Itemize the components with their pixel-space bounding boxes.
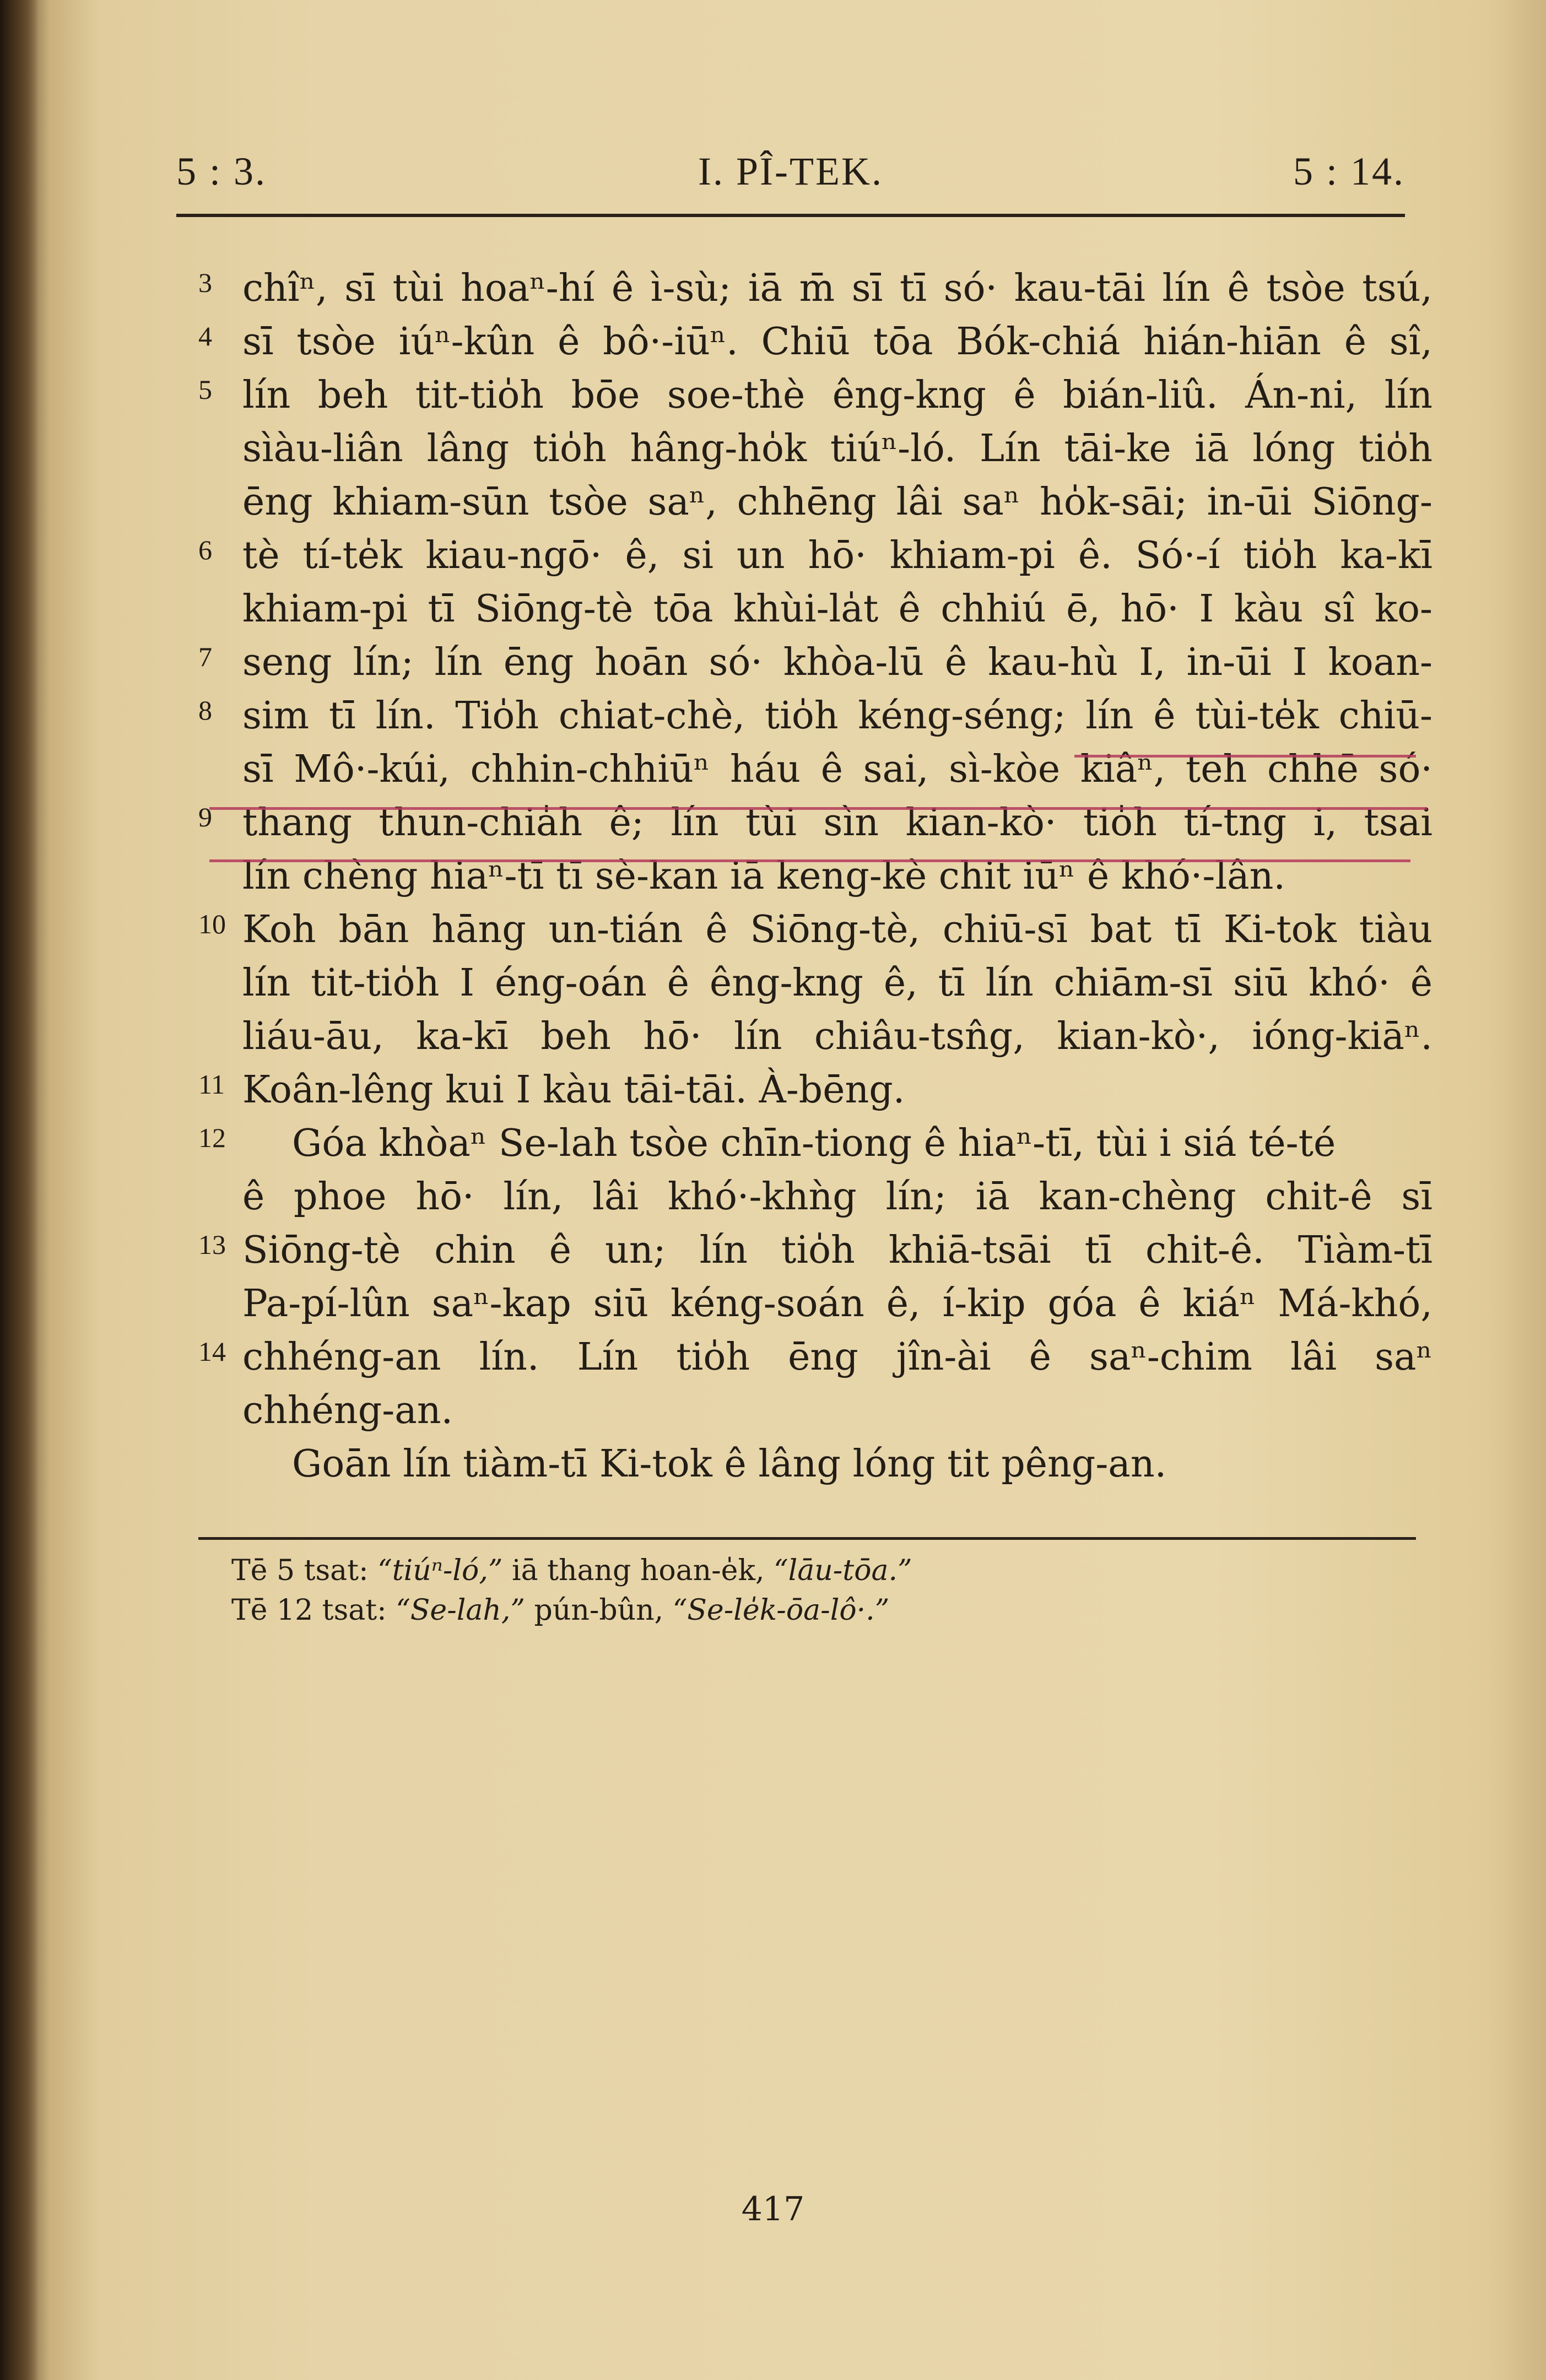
line-text: Góa khòaⁿ Se-lah tsòe chīn-tiong ê hiaⁿ-tī, tùi i siá té-té: [292, 1122, 1336, 1165]
verse-number: 9: [198, 802, 212, 832]
verse-number: 12: [198, 1122, 226, 1153]
running-head: [176, 149, 1405, 209]
verse-number: 3: [198, 267, 212, 298]
text-line: [198, 422, 1433, 475]
line-text: lín tit-tio̍h I éng-oán ê êng-kng ê, tī lín chiām-sī siū khó· ê: [242, 961, 1433, 1005]
text-line: [198, 1010, 1433, 1063]
line-text: Siōng-tè chin ê un; lín tio̍h khiā-tsāi tī chit-ê. Tiàm-tī: [242, 1229, 1433, 1272]
text-line: [198, 262, 1433, 315]
text-line: [198, 582, 1433, 636]
text-line: [198, 529, 1433, 582]
footnote: [231, 1551, 1388, 1591]
line-text: chhéng-an lín. Lín tio̍h ēng jîn-ài ê saⁿ-chim lâi saⁿ: [242, 1335, 1433, 1379]
text-line: [198, 743, 1433, 796]
text-line: [198, 475, 1433, 529]
verse-number: 13: [198, 1229, 226, 1260]
footnote-middle: iā thang hoan-e̍k,: [502, 1554, 774, 1587]
line-text: ê phoe hō· lín, lâi khó·-khǹg lín; iā kan-chèng chit-ê sī: [242, 1175, 1433, 1219]
line-text: lín chèng hiaⁿ-tī tī sè-kan iā keng-kè chit iūⁿ ê khó·-lân.: [242, 854, 1286, 898]
verse-number: 6: [198, 534, 212, 565]
text-line: [198, 1277, 1433, 1330]
text-line: [198, 850, 1433, 903]
line-text: Goān lín tiàm-tī Ki-tok ê lâng lóng tit pêng-an.: [292, 1442, 1167, 1486]
text-line: [198, 369, 1433, 422]
text-line: [198, 1170, 1433, 1224]
text-line: [198, 1117, 1433, 1170]
footnote-prefix: Tē 12 tsat:: [231, 1594, 396, 1627]
line-text: chhéng-an.: [242, 1389, 453, 1432]
verse-number: 11: [198, 1069, 225, 1100]
verse-number: 5: [198, 374, 212, 405]
chapter-verse-start: 5 : 3.: [176, 149, 267, 193]
text-line: [198, 796, 1433, 850]
text-line: [198, 315, 1433, 369]
text-line: [198, 1224, 1433, 1277]
footnote-gloss: “Se-le̍k-ōa-lô·.”: [672, 1594, 890, 1627]
verse-number: 10: [198, 908, 226, 939]
footnote-gloss: “lāu-tōa.”: [774, 1554, 912, 1587]
line-text: Pa-pí-lûn saⁿ-kap siū kéng-soán ê, í-kip góa ê kiáⁿ Má-khó,: [242, 1282, 1433, 1326]
text-line: [198, 1063, 1433, 1117]
footnote-rule: [198, 1537, 1416, 1540]
line-text: Koân-lêng kui I kàu tāi-tāi. À-bēng.: [242, 1068, 905, 1112]
line-text: liáu-āu, ka-kī beh hō· lín chiâu-tsn̂g, kian-kò·, ióng-kiāⁿ.: [242, 1015, 1433, 1058]
text-line: [198, 636, 1433, 689]
line-text: seng lín; lín ēng hoān só· khòa-lū ê kau-hù I, in-ūi I koan-: [242, 641, 1433, 684]
footnote: [231, 1591, 1388, 1630]
footnote-term: “tiúⁿ-ló,”: [377, 1554, 503, 1587]
line-text: ēng khiam-sūn tsòe saⁿ, chhēng lâi saⁿ ho̍k-sāi; in-ūi Siōng-: [242, 480, 1433, 524]
line-text: lín beh tit-tio̍h bōe soe-thè êng-kng ê bián-liû. Án-ni, lín: [242, 374, 1433, 417]
text-line: [198, 1330, 1433, 1384]
footnote-term: “Se-lah,”: [396, 1594, 526, 1627]
verse-number: 7: [198, 641, 212, 672]
annotation-underline: [1074, 755, 1416, 758]
header-rule: [176, 214, 1405, 217]
annotation-underline: [209, 807, 1427, 810]
line-text: sī Mô·-kúi, chhin-chhiūⁿ háu ê sai, sì-kòe kiâⁿ, teh chhē só·: [242, 748, 1433, 791]
chapter-verse-end: 5 : 14.: [1293, 149, 1405, 193]
verse-number: 4: [198, 321, 212, 351]
line-text: sī tsòe iúⁿ-kûn ê bô·-iūⁿ. Chiū tōa Bók-chiá hián-hiān ê sî,: [242, 320, 1433, 364]
line-text: khiam-pi tī Siōng-tè tōa khùi-la̍t ê chhiú ē, hō· I kàu sî ko-: [242, 587, 1433, 631]
footnote-prefix: Tē 5 tsat:: [231, 1554, 378, 1587]
scripture-text: [198, 262, 1433, 1491]
book-binding-edge: [0, 0, 39, 2380]
text-line: [198, 1384, 1433, 1437]
footnotes: [231, 1551, 1388, 1630]
line-text: sim tī lín. Tio̍h chiat-chè, tio̍h kéng-séng; lín ê tùi-te̍k chiū-: [242, 694, 1433, 738]
line-text: chîⁿ, sī tùi hoaⁿ-hí ê ì-sù; iā m̄ sī tī só· kau-tāi lín ê tsòe tsú,: [242, 267, 1433, 310]
text-line: [198, 956, 1433, 1010]
line-text: thang thun-chia̍h ê; lín tùi sìn kian-kò· tio̍h tí-tng i, tsai: [242, 801, 1433, 845]
text-line: [198, 689, 1433, 743]
page-number: 417: [741, 2190, 805, 2228]
footnote-middle: pún-bûn,: [525, 1594, 673, 1627]
book-title: I. PÎ-TEK.: [698, 149, 883, 193]
line-text: Koh bān hāng un-tián ê Siōng-tè, chiū-sī bat tī Ki-tok tiàu: [242, 908, 1433, 951]
text-line: [198, 1437, 1433, 1491]
line-text: sìàu-liân lâng tio̍h hâng-ho̍k tiúⁿ-ló. Lín tāi-ke iā lóng tio̍h: [242, 427, 1433, 470]
annotation-underline: [209, 859, 1410, 862]
verse-number: 8: [198, 695, 212, 726]
line-text: tè tí-te̍k kiau-ngō· ê, si un hō· khiam-pi ê. Só·-í tio̍h ka-kī: [242, 534, 1433, 577]
verse-number: 14: [198, 1336, 226, 1367]
text-line: [198, 903, 1433, 956]
